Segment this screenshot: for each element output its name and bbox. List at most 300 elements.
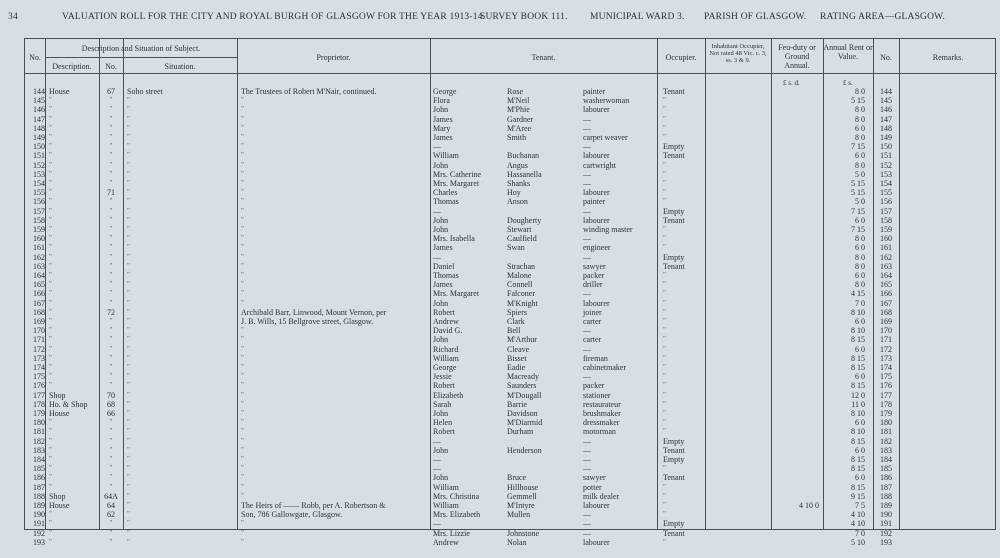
- cell-desc: ": [49, 215, 52, 224]
- cell-no2: 177: [880, 390, 892, 400]
- cell-prop: ": [241, 528, 244, 537]
- cell-occ: ": [663, 409, 666, 417]
- cell-first: Mrs. Lizzie: [433, 528, 470, 538]
- cell-prop: ": [241, 482, 244, 491]
- cell-rent: 6 0: [855, 271, 865, 280]
- cell-occ: ": [663, 298, 666, 307]
- cell-occ: ": [663, 418, 666, 427]
- cell-occ: ": [663, 271, 666, 279]
- cell-no: 159: [33, 225, 45, 234]
- cell-sit: ": [127, 445, 130, 454]
- cell-occ-tr: packer: [583, 271, 605, 280]
- cell-first: Mrs. Margaret: [433, 289, 480, 299]
- cell-rent: 12 0: [851, 390, 865, 400]
- cell-occ-tr: sawyer: [583, 261, 606, 271]
- cell-num: ": [109, 418, 113, 427]
- cell-desc: ": [49, 344, 52, 353]
- cell-last: Cleave: [507, 344, 530, 354]
- cell-no: 173: [33, 353, 45, 363]
- cell-first: —: [433, 142, 441, 152]
- table-row: [25, 87, 997, 97]
- cell-no: 178: [33, 399, 45, 409]
- cell-num: ": [109, 225, 113, 233]
- table-row: [25, 225, 997, 235]
- cell-last: Barrie: [507, 399, 527, 409]
- cell-prop: ": [241, 344, 244, 353]
- cell-no2: 147: [880, 114, 892, 124]
- table-row: [25, 529, 997, 539]
- cell-occ: ": [663, 317, 666, 325]
- cell-num: ": [109, 197, 113, 206]
- cell-first: Thomas: [433, 271, 459, 280]
- cell-occ-tr: packer: [583, 381, 605, 391]
- cell-no: 189: [33, 501, 45, 510]
- cell-num: ": [109, 335, 113, 344]
- cell-prop: ": [241, 326, 244, 335]
- cell-no2: 186: [880, 473, 892, 483]
- cell-no: 157: [33, 206, 45, 216]
- cell-first: —: [433, 464, 441, 474]
- cell-num: ": [109, 142, 113, 151]
- cell-last: Anson: [507, 197, 528, 207]
- cell-rent: 7 0: [855, 528, 865, 538]
- cell-rent: 8 15: [851, 335, 865, 345]
- table-row: [25, 289, 997, 299]
- cell-no: 184: [33, 455, 45, 464]
- cell-no2: 155: [880, 188, 892, 198]
- cell-occ-tr: restaurateur: [583, 399, 621, 409]
- cell-num: ": [109, 206, 113, 215]
- cell-sit: ": [127, 344, 130, 353]
- cell-rent: 5 15: [851, 179, 865, 188]
- cell-last: Macready: [507, 372, 539, 382]
- cell-prop: ": [241, 381, 244, 390]
- cell-no2: 184: [880, 455, 892, 464]
- cell-rent: 8 15: [851, 436, 865, 446]
- cell-no: 179: [33, 409, 45, 418]
- cell-no: 182: [33, 436, 45, 446]
- cell-sit: ": [127, 188, 130, 197]
- cell-no: 162: [33, 252, 45, 262]
- col-no2: No.: [880, 53, 892, 62]
- cell-occ: ": [663, 427, 666, 436]
- cell-no: 187: [33, 482, 45, 492]
- cell-sit: ": [127, 363, 130, 371]
- cell-no2: 176: [880, 381, 892, 391]
- table-row: [25, 96, 997, 106]
- cell-occ-tr: painter: [583, 87, 606, 96]
- cell-first: John: [433, 225, 449, 234]
- rating-area: RATING AREA—GLASGOW.: [820, 12, 946, 22]
- cell-no2: 190: [880, 510, 892, 520]
- cell-occ: ": [663, 399, 666, 408]
- cell-rent: 8 10: [851, 307, 865, 317]
- cell-num: ": [109, 215, 113, 224]
- cell-prop: ": [241, 261, 244, 270]
- cell-prop: ": [241, 399, 244, 408]
- cell-occ: Tenant: [663, 261, 685, 271]
- table-row: [25, 179, 997, 189]
- cell-rent: 7 15: [851, 225, 865, 234]
- table-row: [25, 335, 997, 345]
- cell-occ-tr: winding master: [583, 225, 633, 234]
- cell-no2: 149: [880, 133, 892, 142]
- cell-prop: ": [241, 409, 244, 417]
- cell-no2: 183: [880, 445, 892, 455]
- cell-no: 165: [33, 280, 45, 290]
- cell-rent: 8 15: [851, 464, 865, 474]
- table-row: [25, 483, 997, 493]
- cell-occ-tr: —: [583, 528, 591, 538]
- cell-occ-tr: labourer: [583, 537, 610, 547]
- cell-sit: ": [127, 390, 130, 399]
- table-row: [25, 372, 997, 382]
- cell-num: ": [109, 114, 113, 123]
- cell-no2: 191: [880, 519, 892, 529]
- cell-sit: ": [127, 519, 130, 528]
- cell-no2: 193: [880, 537, 892, 547]
- cell-sit: ": [127, 225, 130, 233]
- cell-prop: ": [241, 464, 244, 473]
- cell-sit: ": [127, 197, 130, 206]
- cell-no2: 154: [880, 179, 892, 188]
- cell-desc: ": [49, 473, 52, 482]
- cell-num: ": [109, 537, 113, 546]
- cell-occ-tr: fireman: [583, 353, 608, 363]
- table-row: [25, 437, 997, 447]
- cell-first: Helen: [433, 418, 453, 428]
- cell-first: John: [433, 298, 449, 308]
- cell-rent: 8 15: [851, 381, 865, 391]
- cell-last: Gardner: [507, 114, 534, 124]
- cell-num: 68: [107, 399, 115, 409]
- table-row: [25, 455, 997, 465]
- cell-sit: ": [127, 353, 130, 362]
- cell-rent: 8 0: [855, 160, 865, 170]
- cell-first: —: [433, 519, 441, 529]
- cell-occ: ": [663, 491, 666, 500]
- table-row: [25, 446, 997, 456]
- cell-sit: ": [127, 179, 130, 187]
- cell-last: M'Dougall: [507, 390, 542, 400]
- cell-no2: 179: [880, 409, 892, 418]
- cell-prop: ": [241, 519, 244, 528]
- cell-desc: ": [49, 289, 52, 298]
- cell-occ-tr: stationer: [583, 390, 611, 400]
- cell-first: George: [433, 87, 457, 96]
- cell-desc: ": [49, 427, 52, 436]
- cell-rent: 5 15: [851, 188, 865, 198]
- cell-num: 72: [107, 307, 115, 317]
- col-remarks: Remarks.: [932, 53, 964, 62]
- cell-desc: House: [49, 87, 70, 96]
- cell-no2: 145: [880, 96, 892, 106]
- cell-rent: 7 15: [851, 142, 865, 152]
- cell-prop: Archibald Barr, Linwood, Mount Vernon, per: [241, 307, 387, 317]
- cell-num: ": [109, 123, 113, 132]
- cell-first: David G.: [433, 326, 463, 336]
- cell-occ-tr: —: [583, 252, 591, 262]
- cell-no: 192: [33, 528, 45, 538]
- cell-rent: 6 0: [855, 243, 865, 253]
- cell-rent: 8 10: [851, 427, 865, 437]
- cell-prop: ": [241, 353, 244, 362]
- cell-no2: 166: [880, 289, 892, 299]
- cell-num: ": [109, 482, 113, 491]
- cell-desc: Shop: [49, 390, 66, 400]
- cell-occ-tr: cartwright: [583, 160, 616, 170]
- cell-occ: ": [663, 326, 666, 335]
- cell-no2: 181: [880, 427, 892, 437]
- cell-occ: ": [663, 114, 666, 123]
- cell-rent: 6 0: [855, 151, 865, 161]
- cell-first: —: [433, 455, 441, 464]
- table-row: [25, 501, 997, 511]
- cell-desc: ": [49, 142, 52, 151]
- cell-occ: ": [663, 243, 666, 252]
- cell-num: ": [109, 289, 113, 298]
- cell-rent: 8 0: [855, 252, 865, 262]
- cell-no2: 164: [880, 271, 892, 280]
- cell-num: ": [109, 353, 113, 362]
- table-row: [25, 216, 997, 226]
- cell-no: 181: [33, 427, 45, 437]
- cell-rent: 7 15: [851, 206, 865, 216]
- cell-no2: 152: [880, 160, 892, 170]
- cell-no2: 158: [880, 215, 892, 225]
- currency-rent: £ s.: [843, 79, 853, 87]
- cell-occ-tr: —: [583, 142, 591, 152]
- cell-rent: 8 15: [851, 363, 865, 372]
- cell-occ: ": [663, 381, 666, 390]
- cell-first: James: [433, 243, 453, 253]
- cell-desc: ": [49, 114, 52, 123]
- cell-sit: ": [127, 491, 130, 500]
- cell-prop: ": [241, 491, 244, 500]
- cell-no2: 144: [880, 87, 892, 96]
- cell-occ-tr: labourer: [583, 215, 610, 225]
- cell-occ: Empty: [663, 206, 685, 216]
- cell-occ-tr: —: [583, 344, 591, 354]
- cell-sit: ": [127, 206, 130, 215]
- cell-desc: ": [49, 234, 52, 243]
- cell-first: Robert: [433, 427, 455, 437]
- cell-last: Connell: [507, 280, 533, 290]
- cell-first: James: [433, 133, 453, 142]
- cell-desc: House: [49, 409, 70, 418]
- cell-desc: ": [49, 464, 52, 473]
- cell-occ: Tenant: [663, 215, 685, 225]
- cell-no: 160: [33, 234, 45, 244]
- cell-rent: 7 5: [855, 501, 865, 510]
- table-row: [25, 234, 997, 244]
- cell-sit: ": [127, 252, 130, 261]
- cell-no: 169: [33, 317, 45, 326]
- cell-first: Sarah: [433, 399, 452, 409]
- cell-desc: ": [49, 510, 52, 519]
- cell-first: Mrs. Isabella: [433, 234, 475, 244]
- cell-sit: ": [127, 133, 130, 141]
- cell-sit: ": [127, 418, 130, 427]
- cell-num: ": [109, 252, 113, 261]
- cell-first: Jessie: [433, 372, 452, 382]
- cell-sit: ": [127, 455, 130, 463]
- cell-no: 175: [33, 372, 45, 382]
- cell-last: Davidson: [507, 409, 538, 418]
- cell-last: Falconer: [507, 289, 535, 299]
- table-row: [25, 262, 997, 272]
- cell-no2: 178: [880, 399, 892, 409]
- cell-occ: Empty: [663, 252, 685, 262]
- cell-last: Durham: [507, 427, 534, 437]
- cell-last: Bell: [507, 326, 521, 336]
- cell-no: 145: [33, 96, 45, 106]
- cell-occ-tr: washerwoman: [583, 96, 630, 106]
- cell-desc: ": [49, 123, 52, 132]
- cell-last: Hoy: [507, 188, 521, 198]
- cell-rent: 8 15: [851, 482, 865, 492]
- cell-desc: ": [49, 105, 52, 114]
- cell-sit: ": [127, 399, 130, 408]
- cell-occ-tr: dressmaker: [583, 418, 620, 428]
- cell-num: ": [109, 363, 113, 371]
- cell-no: 167: [33, 298, 45, 308]
- cell-first: Robert: [433, 307, 455, 317]
- cell-desc: ": [49, 179, 52, 187]
- cell-rent: 9 15: [851, 491, 865, 501]
- cell-desc: Ho. & Shop: [49, 399, 88, 409]
- cell-last: Dougherty: [507, 215, 542, 225]
- cell-occ-tr: engineer: [583, 243, 611, 253]
- cell-occ: ": [663, 372, 666, 381]
- cell-no: 154: [33, 179, 45, 188]
- table-row: [25, 409, 997, 419]
- cell-no: 148: [33, 123, 45, 133]
- cell-sit: ": [127, 326, 130, 335]
- table-row: [25, 188, 997, 198]
- col-description: Description.: [52, 62, 92, 71]
- table-row: [25, 510, 997, 520]
- cell-num: ": [109, 344, 113, 353]
- cell-last: Spiers: [507, 307, 527, 317]
- cell-rent: 5 10: [851, 537, 865, 547]
- cell-last: M'Neil: [507, 96, 530, 106]
- cell-occ: ": [663, 197, 666, 206]
- cell-no: 176: [33, 381, 45, 391]
- cell-prop: ": [241, 169, 244, 178]
- cell-sit: ": [127, 169, 130, 178]
- cell-no2: 172: [880, 344, 892, 354]
- cell-occ: ": [663, 234, 666, 243]
- cell-prop: J. B. Wills, 15 Bellgrove street, Glasgow.: [241, 317, 374, 326]
- cell-no2: 148: [880, 123, 892, 133]
- cell-sit: ": [127, 464, 130, 473]
- cell-desc: ": [49, 537, 52, 546]
- cell-no2: 162: [880, 252, 892, 262]
- cell-no: 172: [33, 344, 45, 354]
- cell-rent: 4 15: [851, 289, 865, 299]
- col-feu-duty: Feu-duty or Ground Annual.: [778, 43, 816, 70]
- valuation-table: [24, 38, 996, 547]
- cell-occ: ": [663, 133, 666, 141]
- table-row: [25, 161, 997, 171]
- cell-rent: 6 0: [855, 473, 865, 483]
- cell-desc: ": [49, 381, 52, 390]
- cell-no: 147: [33, 114, 45, 124]
- cell-no: 171: [33, 335, 45, 345]
- col-no: No.: [29, 53, 41, 62]
- cell-desc: ": [49, 197, 52, 206]
- cell-no: 149: [33, 133, 45, 142]
- cell-occ-tr: —: [583, 510, 591, 520]
- cell-no: 163: [33, 261, 45, 271]
- cell-rent: 8 15: [851, 455, 865, 464]
- table-row: [25, 345, 997, 355]
- cell-occ: ": [663, 482, 666, 491]
- cell-occ: ": [663, 160, 666, 169]
- cell-desc: ": [49, 363, 52, 371]
- col-proprietor: Proprietor.: [316, 53, 351, 62]
- cell-no: 153: [33, 169, 45, 179]
- table-row: [25, 354, 997, 364]
- cell-num: ": [109, 317, 113, 325]
- cell-occ-tr: —: [583, 114, 591, 124]
- cell-num: ": [109, 105, 113, 114]
- table-row: [25, 207, 997, 217]
- cell-occ-tr: —: [583, 206, 591, 216]
- cell-occ: ": [663, 105, 666, 114]
- cell-first: William: [433, 151, 459, 161]
- table-row: [25, 105, 997, 115]
- cell-occ-tr: carpet weaver: [583, 133, 628, 142]
- table-row: [25, 427, 997, 437]
- cell-num: ": [109, 179, 113, 187]
- cell-sit: ": [127, 409, 130, 417]
- cell-occ: ": [663, 390, 666, 399]
- cell-sit: ": [127, 510, 130, 519]
- cell-rent: 6 0: [855, 123, 865, 133]
- cell-first: Daniel: [433, 261, 455, 271]
- cell-rent: 5 15: [851, 96, 865, 106]
- cell-last: Swan: [507, 243, 525, 253]
- cell-prop: ": [241, 280, 244, 289]
- cell-first: William: [433, 501, 459, 510]
- cell-desc: ": [49, 317, 52, 325]
- cell-last: M'Diarmid: [507, 418, 543, 428]
- table-row: [25, 363, 997, 373]
- cell-num: ": [109, 445, 113, 454]
- cell-no2: 146: [880, 105, 892, 115]
- table-row: [25, 519, 997, 529]
- cell-num: ": [109, 455, 113, 463]
- cell-occ-tr: —: [583, 179, 591, 188]
- cell-occ: ": [663, 353, 666, 362]
- cell-num: ": [109, 261, 113, 270]
- cell-desc: House: [49, 501, 70, 510]
- cell-no2: 171: [880, 335, 892, 345]
- cell-num: ": [109, 271, 113, 279]
- cell-occ-tr: milk dealer: [583, 491, 620, 501]
- cell-prop: ": [241, 234, 244, 243]
- cell-prop: ": [241, 436, 244, 445]
- cell-desc: ": [49, 326, 52, 335]
- cell-no2: 156: [880, 197, 892, 207]
- cell-occ: ": [663, 169, 666, 178]
- cell-prop: The Trustees of Robert M'Nair, continued.: [241, 87, 377, 96]
- cell-last: Saunders: [507, 381, 537, 391]
- cell-occ: Empty: [663, 436, 685, 446]
- cell-prop: ": [241, 363, 244, 371]
